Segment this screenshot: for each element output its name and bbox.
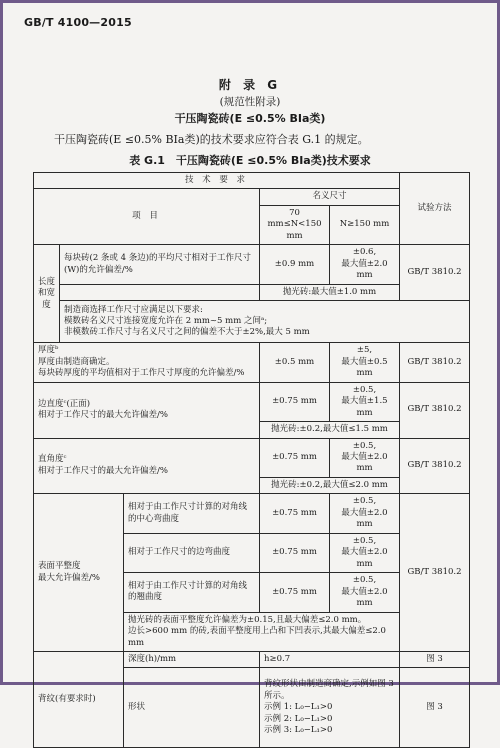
flatness-warpage-large: ±0.5, 最大值±2.0 mm (330, 573, 400, 612)
length-width-work-size-req: 制造商选择工作尺寸应满足以下要求: 模数砖名义尺寸连接宽度允许在 2 mm~5 mm 之间ᵃ; 非模数砖工作尺寸与名义尺寸之间的偏差不大于±2%,最大 5 mm (60, 301, 470, 343)
header-size-small: 70 mm≤N<150 mm (260, 205, 330, 244)
flatness-polished-note: 抛光砖的表面平整度允许偏差为±0.15,且最大偏差≤2.0 mm。 边长>600 mm 的砖,表面平整度用上凸和下凹表示,其最大偏差≤2.0 mm (124, 612, 400, 651)
back-pattern-depth-label: 深度(h)/mm (124, 652, 260, 668)
edge-straightness-small: ±0.75 mm (260, 382, 330, 421)
flatness-warpage-desc: 相对于由工作尺寸计算的对角线的翘曲度 (124, 573, 260, 612)
header-item: 项 目 (34, 189, 260, 245)
back-pattern-shape-label: 形状 (124, 668, 260, 748)
back-pattern-shape-method: 图 3 (400, 668, 470, 748)
back-pattern-label: 背纹(有要求时) (34, 652, 124, 748)
back-pattern-shape-value: 背纹形状由制造商确定,示例如图 3 所示。 示例 1: L₀−L₁>0 示例 2: L₀−L₁>0 示例 3: L₀−L₁>0 (260, 668, 400, 748)
rectangularity-method: GB/T 3810.2 (400, 438, 470, 494)
appendix-subtitle: (规范性附录) (219, 96, 281, 108)
back-pattern-depth-method: 图 3 (400, 652, 470, 668)
thickness-small: ±0.5 mm (260, 343, 330, 382)
length-width-method: GB/T 3810.2 (400, 245, 470, 301)
appendix-heading: 干压陶瓷砖(E ≤0.5% BⅠa类) (174, 112, 326, 125)
rectangularity-desc: 直角度ᶜ 相对于工作尺寸的最大允许偏差/% (34, 438, 260, 494)
appendix-title: 附 录 G (218, 78, 282, 92)
length-width-avg-large: ±0.6, 最大值±2.0 mm (330, 245, 400, 284)
flatness-method: GB/T 3810.2 (400, 494, 470, 652)
rectangularity-small: ±0.75 mm (260, 438, 330, 477)
standard-header: GB/T 4100—2015 (24, 16, 132, 29)
requirements-table (33, 172, 470, 748)
thickness-desc: 厚度ᵇ 厚度由制造商确定。 每块砖厚度的平均值相对于工作尺寸厚度的允许偏差/% (34, 343, 260, 382)
flatness-edge-curvature-desc: 相对于工作尺寸的边弯曲度 (124, 533, 260, 572)
intro-paragraph: 干压陶瓷砖(E ≤0.5% BⅠa类)的技术要求应符合表 G.1 的规定。 (54, 133, 369, 146)
rectangularity-large: ±0.5, 最大值±2.0 mm (330, 438, 400, 477)
flatness-center-curvature-desc: 相对于由工作尺寸计算的对角线的中心弯曲度 (124, 494, 260, 533)
header-size-large: N≥150 mm (330, 205, 400, 244)
header-tech-req: 技 术 要 求 (34, 173, 400, 189)
length-width-avg-desc: 每块砖(2 条或 4 条边)的平均尺寸相对于工作尺寸(W)的允许偏差/% (60, 245, 260, 284)
flatness-edge-curvature-small: ±0.75 mm (260, 533, 330, 572)
length-width-avg-small: ±0.9 mm (260, 245, 330, 284)
length-width-label: 长度和宽度 (34, 245, 60, 343)
header-nominal-size: 名义尺寸 (260, 189, 400, 205)
flatness-edge-curvature-large: ±0.5, 最大值±2.0 mm (330, 533, 400, 572)
edge-straightness-method: GB/T 3810.2 (400, 382, 470, 438)
flatness-center-curvature-small: ±0.75 mm (260, 494, 330, 533)
header-test-method: 试验方法 (400, 173, 470, 245)
edge-straightness-polished-note: 抛光砖:±0.2,最大值≤1.5 mm (260, 422, 400, 438)
rectangularity-polished-note: 抛光砖:±0.2,最大值≤2.0 mm (260, 477, 400, 493)
flatness-center-curvature-large: ±0.5, 最大值±2.0 mm (330, 494, 400, 533)
edge-straightness-large: ±0.5, 最大值±1.5 mm (330, 382, 400, 421)
edge-straightness-desc: 边直度ᶜ(正面) 相对于工作尺寸的最大允许偏差/% (34, 382, 260, 438)
flatness-warpage-small: ±0.75 mm (260, 573, 330, 612)
back-pattern-depth-value: h≥0.7 (260, 652, 400, 668)
thickness-method: GB/T 3810.2 (400, 343, 470, 382)
flatness-label: 表面平整度 最大允许偏差/% (34, 494, 124, 652)
table-caption: 表 G.1 干压陶瓷砖(E ≤0.5% BⅠa类)技术要求 (129, 154, 371, 167)
length-width-polished-note: 抛光砖:最大值±1.0 mm (260, 284, 400, 300)
thickness-large: ±5, 最大值±0.5 mm (330, 343, 400, 382)
